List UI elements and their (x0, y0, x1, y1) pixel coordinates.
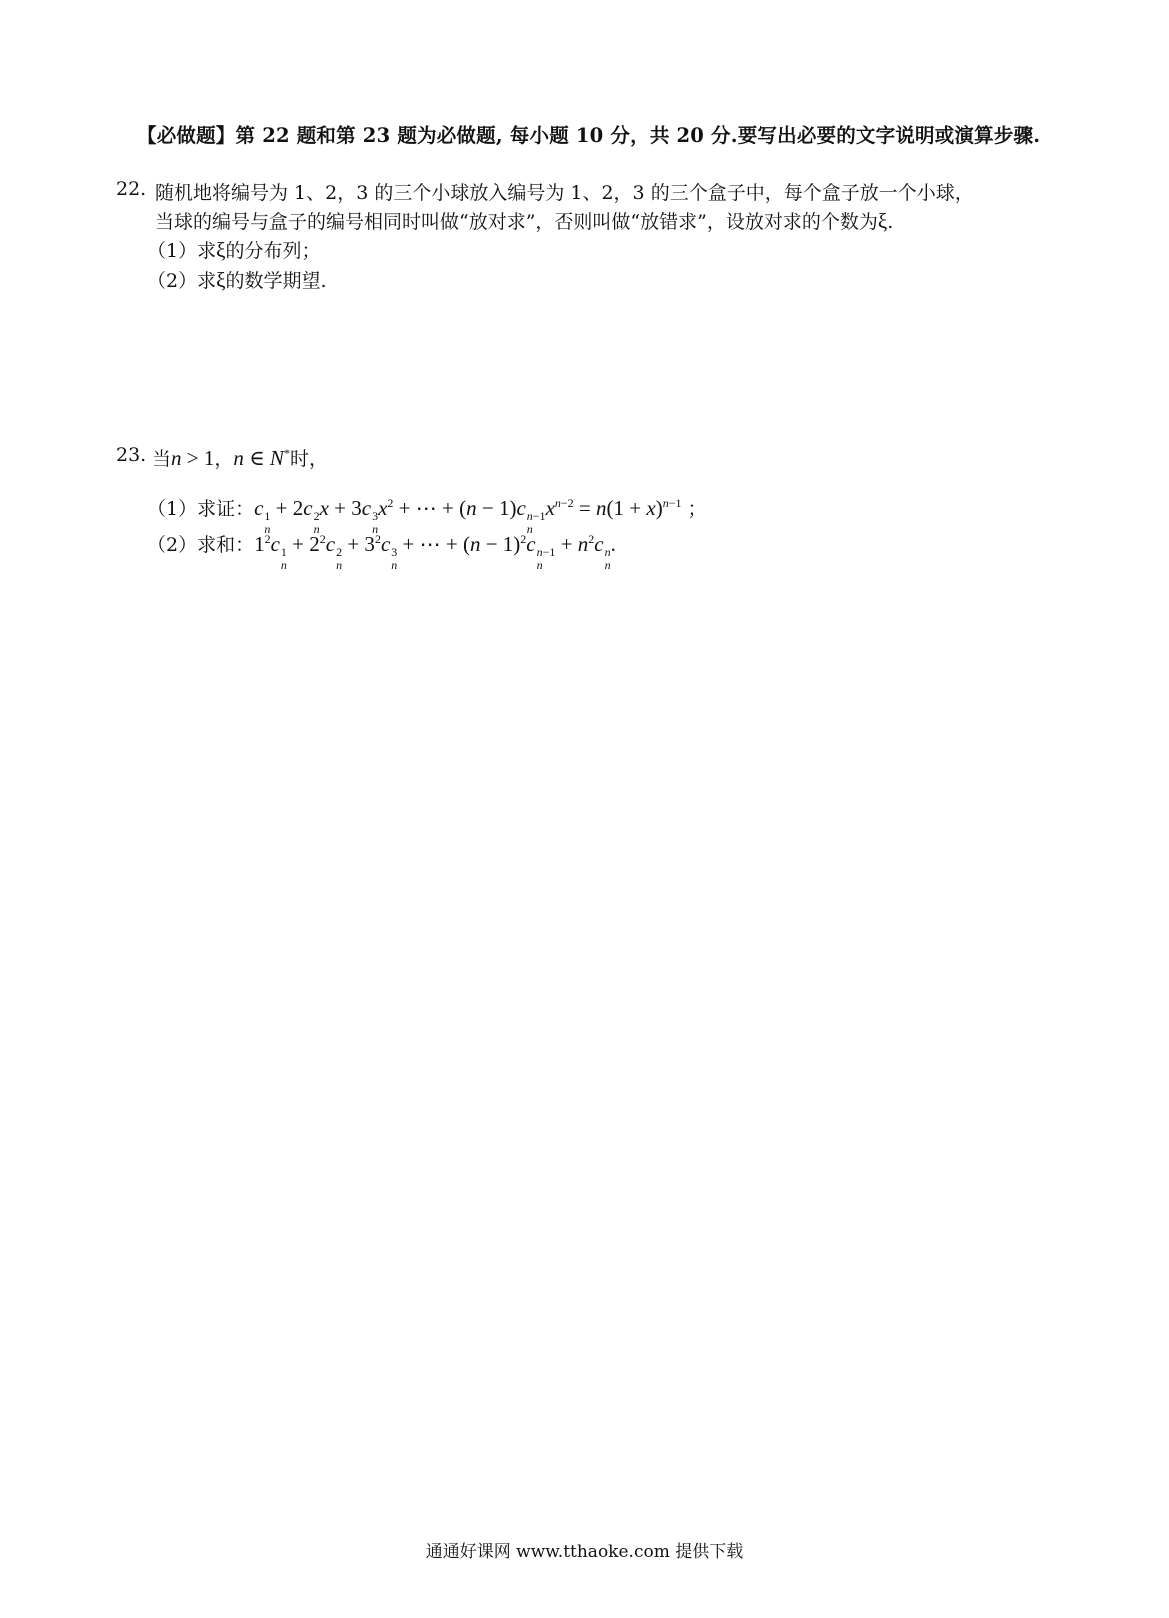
sum-formula: $1^2c$ 1 n + $2^2c$ 2 n + $3^2c$ 3 n + ⋯ + $(n - 1)^2c$ n−1 n + $n^2c$ n n . (254, 532, 616, 572)
question-23-part-1: （1）求证：c 1 n + 2c 2 n x + 3c 3 n $x^2$ + ⋯ + (n − 1)c n−1 n $x^{n-2} = n(1 + x)^{n-1}$ ； (147, 496, 707, 536)
question-22-number: 22. (116, 178, 147, 200)
identity-formula: c 1 n + 2c 2 n x + 3c 3 n $x^2$ + ⋯ + (n − 1)c n−1 n $x^{n-2} = n(1 + x)^{n-1}$ (254, 496, 682, 536)
xi-symbol: ξ (877, 209, 888, 233)
question-22-line-2: 当球的编号与盒子的编号相同时叫做“放对求”，否则叫做“放错求”，设放对求的个数为ξ. (155, 209, 894, 233)
question-22-line-2-text: 当球的编号与盒子的编号相同时叫做“放对求”，否则叫做“放错求”，设放对求的个数为 (155, 211, 878, 233)
question-22-line-1: 随机地将编号为 1、2，3 的三个小球放入编号为 1、2，3 的三个盒子中，每个盒子放一个小球， (155, 182, 974, 204)
question-22-part-1: （1）求ξ的分布列； (147, 238, 321, 262)
question-22-part-2: （2）求ξ的数学期望. (147, 268, 327, 292)
question-23-number: 23. (116, 444, 147, 466)
question-23-part-2: （2）求和：$1^2c$ 1 n + $2^2c$ 2 n + $3^2c$ 3 n + ⋯ + $(n - 1)^2c$ n−1 n + $n^2c$ n n . (147, 532, 616, 572)
section-header: 【必做题】第 22 题和第 23 题为必做题, 每小题 10 分，共 20 分.要写出必要的文字说明或演算步骤. (137, 124, 1041, 147)
page-footer: 通通好课网 www.tthaoke.com 提供下载 (425, 1542, 744, 1562)
question-23-intro: 当n > 1，n ∈ N*时， (152, 446, 328, 470)
